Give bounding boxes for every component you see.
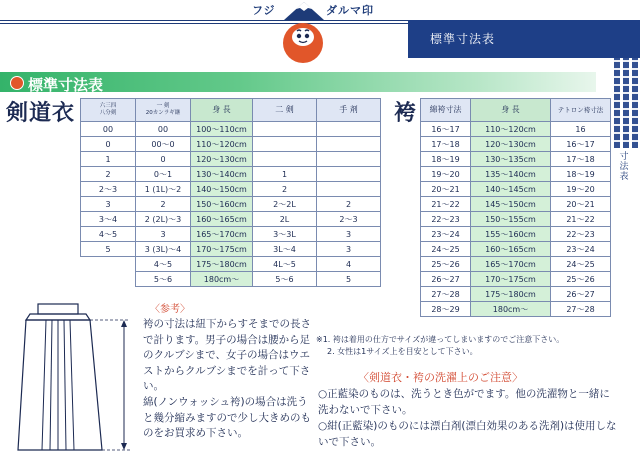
header-title: 標準寸法表	[430, 32, 496, 46]
table-cell: 5～6	[253, 272, 317, 287]
table-row	[421, 287, 611, 302]
table-cell: 16～17	[421, 122, 471, 137]
table-cell: 19～20	[421, 167, 471, 182]
table-cell	[317, 167, 381, 182]
table-cell: 3	[317, 242, 381, 257]
hakama-measurement-diagram	[6, 300, 142, 452]
table-cell: 20～21	[551, 197, 611, 212]
table-cell: 0～1	[136, 167, 191, 182]
table-cell: 24～25	[421, 242, 471, 257]
table-cell: 3～4	[81, 212, 136, 227]
table-row	[421, 272, 611, 287]
table-cell: 150～155cm	[471, 212, 551, 227]
note-item: 2. 女性は1サイズ上を目安として下さい。	[327, 347, 478, 356]
table-row	[81, 242, 381, 257]
column-header: 一 剣 20カンラギ継	[136, 99, 191, 122]
table-cell: 3 (3L)～4	[136, 242, 191, 257]
table-cell: 18～19	[551, 167, 611, 182]
table-row	[421, 137, 611, 152]
table-cell: 160～165cm	[191, 212, 253, 227]
column-header: 手 剤	[317, 99, 381, 122]
table-cell: 00～0	[136, 137, 191, 152]
table-cell: 160～165cm	[471, 242, 551, 257]
table-cell: 100～110cm	[191, 122, 253, 137]
table-cell: 135～140cm	[471, 167, 551, 182]
table-cell: 16～17	[551, 137, 611, 152]
table-cell: 21～22	[551, 212, 611, 227]
table-row	[421, 242, 611, 257]
table-cell: 17～18	[551, 152, 611, 167]
column-header: 身 長	[471, 99, 551, 122]
table-row	[81, 182, 381, 197]
table-cell: 2	[136, 197, 191, 212]
table-cell: 3	[136, 227, 191, 242]
reference-paragraph: 綿(ノンウォッシュ袴)の場合は洗うと幾分縮みますので少し大きめのものをお買求め下さい。	[143, 395, 311, 440]
table-cell: 110～120cm	[471, 122, 551, 137]
table-cell: 5	[81, 242, 136, 257]
table-cell	[253, 137, 317, 152]
table-row	[81, 167, 381, 182]
side-tab-label: 寸 法 表	[619, 152, 629, 182]
table-cell: 1	[253, 167, 317, 182]
table-cell: 2～3	[317, 212, 381, 227]
table-cell: 0	[136, 152, 191, 167]
table-cell: 165～170cm	[191, 227, 253, 242]
table-row	[81, 122, 381, 137]
table-cell: 2L	[253, 212, 317, 227]
table-cell: 25～26	[421, 257, 471, 272]
table-cell: 2 (2L)～3	[136, 212, 191, 227]
caution-item: ○紺(正藍染)のものには漂白剤(漂白効果のある洗剤)は使用しないで下さい。	[318, 420, 617, 448]
table-row	[421, 122, 611, 137]
table-cell: 1 (1L)～2	[136, 182, 191, 197]
table-cell: 3	[317, 227, 381, 242]
table-cell: 3	[81, 197, 136, 212]
hakama-heading: 袴	[394, 101, 418, 126]
table-cell: 22～23	[421, 212, 471, 227]
table-row	[421, 257, 611, 272]
table-cell: 4～5	[136, 257, 191, 272]
table-cell: 23～24	[551, 242, 611, 257]
table-cell: 110～120cm	[191, 137, 253, 152]
column-header: 二 剣	[253, 99, 317, 122]
table-cell: 24～25	[551, 257, 611, 272]
caution-text	[318, 386, 618, 450]
table-cell: 140～145cm	[471, 182, 551, 197]
table-cell: 2～2L	[253, 197, 317, 212]
section-title: 標準寸法表	[28, 76, 104, 94]
table-row	[81, 137, 381, 152]
table-cell: 2	[317, 197, 381, 212]
brand-name-right: ダルマ印	[326, 4, 374, 17]
column-header: 身 長	[191, 99, 253, 122]
table-row	[421, 182, 611, 197]
table-cell: 180cm～	[191, 272, 253, 287]
table-cell: 0	[81, 137, 136, 152]
size-notes	[316, 334, 622, 358]
table-cell: 17～18	[421, 137, 471, 152]
table-cell: 26～27	[421, 272, 471, 287]
table-cell	[253, 122, 317, 137]
column-header: 綿袴寸法	[421, 99, 471, 122]
table-cell: 16	[551, 122, 611, 137]
caution-item: ○正藍染のものは、洗うとき色がでます。他の洗濯物と一緒に洗わないで下さい。	[318, 388, 610, 416]
hakama-size-table	[420, 98, 611, 317]
table-row	[81, 257, 381, 272]
caution-title: 〈剣道衣・袴の洗濯上のご注意〉	[358, 371, 523, 384]
table-row	[81, 197, 381, 212]
table-row	[421, 212, 611, 227]
table-cell: 120～130cm	[471, 137, 551, 152]
table-cell: 27～28	[551, 302, 611, 317]
table-cell: 130～135cm	[471, 152, 551, 167]
table-cell: 175～180cm	[471, 287, 551, 302]
table-cell: 4L～5	[253, 257, 317, 272]
table-cell: 145～150cm	[471, 197, 551, 212]
table-cell: 165～170cm	[471, 257, 551, 272]
reference-text	[143, 317, 315, 442]
kendogi-heading: 剣道衣	[6, 101, 76, 126]
table-row	[421, 152, 611, 167]
table-cell: 175～180cm	[191, 257, 253, 272]
table-row	[421, 167, 611, 182]
table-cell	[317, 137, 381, 152]
table-cell: 22～23	[551, 227, 611, 242]
table-cell: 21～22	[421, 197, 471, 212]
table-cell: 170～175cm	[191, 242, 253, 257]
table-cell: 140～150cm	[191, 182, 253, 197]
table-cell: 2	[253, 182, 317, 197]
table-row	[421, 197, 611, 212]
table-cell: 5～6	[136, 272, 191, 287]
reference-label: 〈参考〉	[150, 304, 190, 315]
table-cell: 155～160cm	[471, 227, 551, 242]
bullet-icon	[10, 76, 24, 90]
table-row	[81, 212, 381, 227]
table-cell: 2～3	[81, 182, 136, 197]
column-header: テトロン袴寸法	[551, 99, 611, 122]
table-cell: 28～29	[421, 302, 471, 317]
table-cell: 00	[81, 122, 136, 137]
table-cell: 5	[317, 272, 381, 287]
table-cell: 27～28	[421, 287, 471, 302]
table-cell: 150～160cm	[191, 197, 253, 212]
table-cell: 00	[136, 122, 191, 137]
table-cell: 4	[317, 257, 381, 272]
column-header: 六三四 八分剣	[81, 99, 136, 122]
table-cell	[317, 122, 381, 137]
table-cell: 3L～4	[253, 242, 317, 257]
table-cell: 20～21	[421, 182, 471, 197]
reference-paragraph: 袴の寸法は紐下からすそまでの長さで計ります。男子の場合は腰から足のクルブシまで、女子の場合はウエストからクルブシまでを計って下さい。	[143, 318, 311, 393]
table-cell	[317, 152, 381, 167]
kendogi-size-table	[80, 98, 381, 287]
table-cell: 1	[81, 152, 136, 167]
daruma-logo-icon	[280, 16, 326, 64]
table-cell: 19～20	[551, 182, 611, 197]
table-cell	[81, 257, 136, 272]
header-rule-2	[0, 23, 408, 24]
header-rule	[0, 20, 408, 21]
table-row	[421, 227, 611, 242]
table-cell: 4～5	[81, 227, 136, 242]
table-cell: 170～175cm	[471, 272, 551, 287]
table-header-row	[81, 99, 381, 122]
table-cell: 180cm～	[471, 302, 551, 317]
table-cell: 130～140cm	[191, 167, 253, 182]
table-row	[81, 227, 381, 242]
table-cell	[253, 152, 317, 167]
table-cell: 25～26	[551, 272, 611, 287]
brand-name-left: フジ	[252, 4, 276, 17]
table-cell	[81, 272, 136, 287]
table-row	[421, 302, 611, 317]
table-cell: 120～130cm	[191, 152, 253, 167]
table-row	[81, 152, 381, 167]
table-row	[81, 272, 381, 287]
table-cell	[317, 182, 381, 197]
table-cell: 2	[81, 167, 136, 182]
table-cell: 18～19	[421, 152, 471, 167]
checker-stripe-overlay	[614, 58, 640, 148]
note-item: ※1. 袴は着用の仕方でサイズが違ってしまいますのでご注意下さい。	[316, 335, 565, 344]
table-cell: 23～24	[421, 227, 471, 242]
table-cell: 26～27	[551, 287, 611, 302]
table-cell: 3～3L	[253, 227, 317, 242]
table-header-row	[421, 99, 611, 122]
